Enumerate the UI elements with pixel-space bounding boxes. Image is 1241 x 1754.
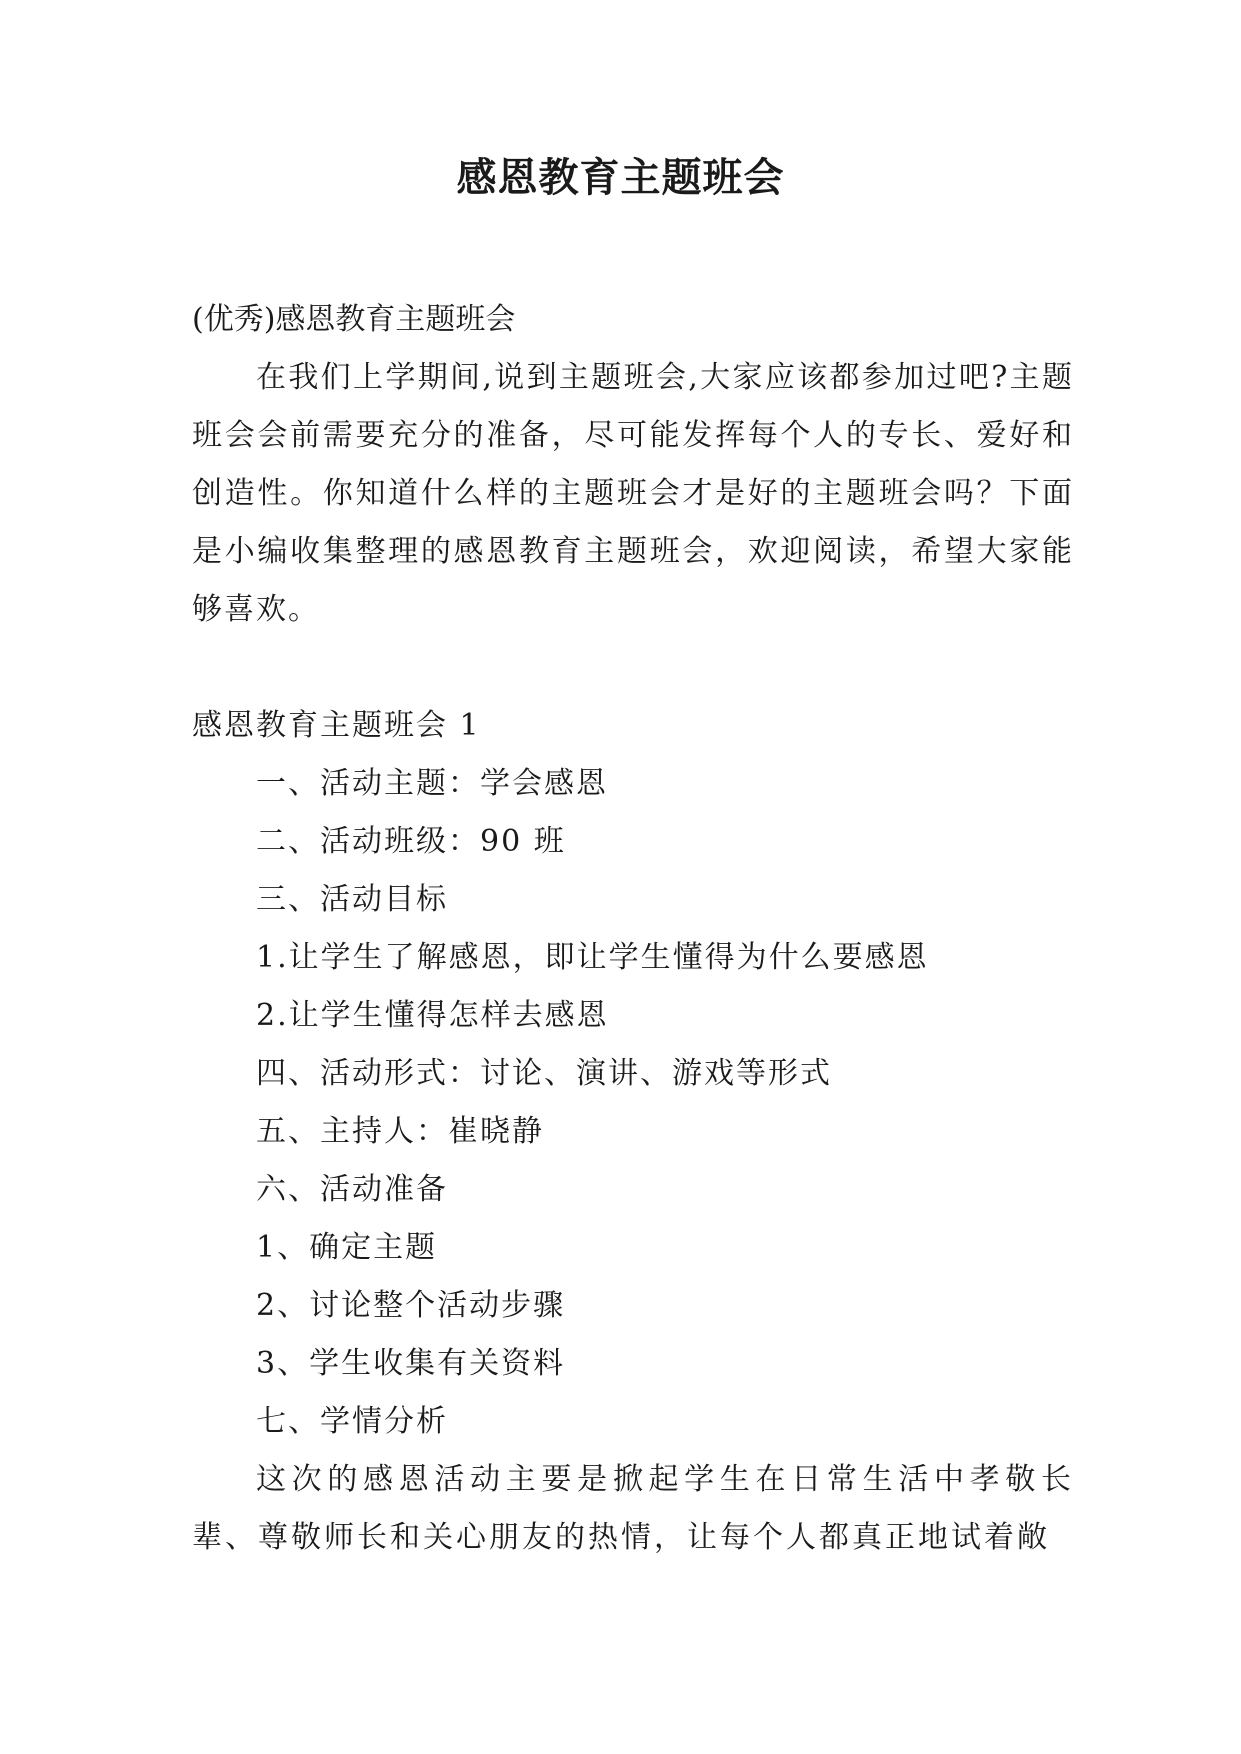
section-heading: 感恩教育主题班会 1 — [192, 708, 481, 743]
list-item: 一、活动主题：学会感恩 — [256, 766, 608, 801]
list-item: 七、学情分析 — [256, 1404, 448, 1439]
closing-paragraph: 这次的感恩活动主要是掀起学生在日常生活中孝敬长辈、尊敬师长和关心朋友的热情，让每个人都真正地试着敞 — [192, 1462, 1074, 1555]
document-title: 感恩教育主题班会 — [456, 154, 785, 201]
list-item: 3、学生收集有关资料 — [256, 1346, 566, 1381]
paragraph-spacer — [192, 639, 1074, 697]
list-item: 二、活动班级：90 班 — [256, 824, 566, 859]
intro-paragraph: 在我们上学期间,说到主题班会,大家应该都参加过吧?主题班会会前需要充分的准备，尽可能发挥每个人的专长、爱好和创造性。你知道什么样的主题班会才是好的主题班会吗？下面是小编收集整理的感恩教育主题班会，欢迎阅读，希望大家能够喜欢。 — [192, 360, 1074, 627]
list-item: 1.让学生了解感恩，即让学生懂得为什么要感恩 — [256, 940, 929, 975]
subtitle-line: (优秀)感恩教育主题班会 — [192, 302, 516, 337]
list-item: 五、主持人：崔晓静 — [256, 1114, 544, 1149]
list-item: 2.让学生懂得怎样去感恩 — [256, 998, 609, 1033]
list-item: 2、讨论整个活动步骤 — [256, 1288, 566, 1323]
list-item: 1、确定主题 — [256, 1230, 438, 1265]
document-body — [192, 291, 1074, 1567]
list-item: 四、活动形式：讨论、演讲、游戏等形式 — [256, 1056, 832, 1091]
list-item: 三、活动目标 — [256, 882, 448, 917]
list-item: 六、活动准备 — [256, 1172, 448, 1207]
